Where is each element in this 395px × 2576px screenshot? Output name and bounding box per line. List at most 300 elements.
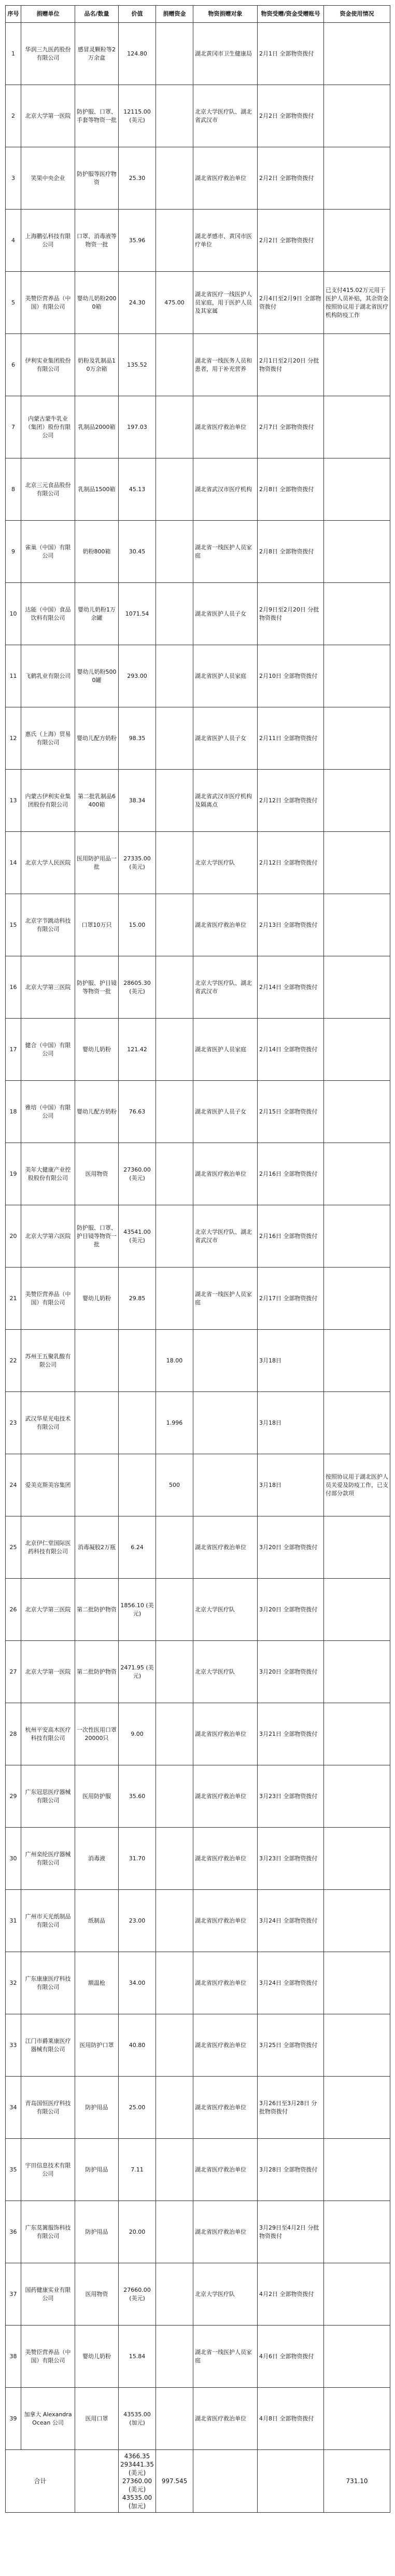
cell-goods-value: 27660.00 (美元)	[119, 2263, 156, 2326]
cell-recipient: 2月11日 全部物资拨付	[258, 707, 324, 770]
cell-goods-value: 29.85	[119, 1268, 156, 1330]
cell-no: 30	[6, 1828, 21, 1890]
cell-target: 湖北孝感市、黄冈市医疗单位	[193, 210, 258, 272]
cell-no: 34	[6, 2077, 21, 2139]
cell-note	[324, 2201, 390, 2263]
cell-cash: 500	[156, 1454, 193, 1516]
cell-goods-name: 婴幼儿奶粉	[75, 2326, 119, 2388]
cell-recipient: 3月18日	[258, 1392, 324, 1454]
cell-note	[324, 2077, 390, 2139]
cell-target: 湖北省医疗救治单位	[193, 2201, 258, 2263]
cell-note: 按照协议用于湖北医护人员关爱及防疫工作，已支付部分款项	[324, 1454, 390, 1516]
cell-cash	[156, 1828, 193, 1890]
cell-cash: 18.00	[156, 1330, 193, 1392]
cell-recipient: 2月17日 全部物资拨付	[258, 1268, 324, 1330]
cell-target: 湖北省武汉市医疗机构及隔离点	[193, 770, 258, 832]
header-cash: 捐赠资金	[156, 6, 193, 23]
cell-goods-name: 婴幼儿奶粉	[75, 1268, 119, 1330]
cell-recipient: 2月10日 全部物资拨付	[258, 645, 324, 707]
cell-recipient: 2月13日 全部物资拨付	[258, 894, 324, 956]
cell-note	[324, 23, 390, 85]
cell-goods-value: 15.00	[119, 894, 156, 956]
cell-target: 湖北省医疗救治单位	[193, 1516, 258, 1579]
cell-note	[324, 1019, 390, 1081]
cell-goods-name: 医用防护服	[75, 1765, 119, 1828]
cell-note	[324, 1828, 390, 1890]
header-target: 物资捐赠对象	[193, 6, 258, 23]
cell-goods-name: 一次性医用口罩20000只	[75, 1703, 119, 1765]
cell-target: 湖北省医疗一线医护人员家庭，用于医护人员及其家属	[193, 272, 258, 334]
cell-donor: 杭州平安高木医疗科技有限公司	[21, 1703, 75, 1765]
cell-donor: 爱美克斯美容集团	[21, 1454, 75, 1516]
table-row	[6, 1641, 390, 1703]
cell-goods-value: 34.00	[119, 1952, 156, 2014]
cell-note	[324, 458, 390, 521]
cell-goods-value: 197.03	[119, 396, 156, 458]
cell-donor: 美年大健康产业控股股份有限公司	[21, 1143, 75, 1205]
cell-target: 湖北省医护人员家庭	[193, 1019, 258, 1081]
table-row	[6, 645, 390, 707]
cell-recipient: 2月8日 全部物资拨付	[258, 521, 324, 583]
cell-goods-value: 1071.54	[119, 583, 156, 645]
cell-goods-name: 口罩10万只	[75, 894, 119, 956]
total-goods-value	[119, 2450, 156, 2513]
cell-recipient: 3月29日至4月2日 分批物资拨付	[258, 2201, 324, 2263]
cell-goods-value: 25.30	[119, 147, 156, 210]
cell-goods-value: 43541.00 (美元)	[119, 1205, 156, 1268]
cell-no: 15	[6, 894, 21, 956]
cell-goods-value: 20.00	[119, 2201, 156, 2263]
table-row	[6, 1268, 390, 1330]
table-row	[6, 1454, 390, 1516]
cell-no: 39	[6, 2388, 21, 2450]
cell-note	[324, 85, 390, 147]
cell-goods-name: 纸制品	[75, 1890, 119, 1952]
cell-no: 11	[6, 645, 21, 707]
cell-cash	[156, 2139, 193, 2201]
cell-no: 27	[6, 1641, 21, 1703]
cell-donor: 国药健康实业有限公司	[21, 2263, 75, 2326]
cell-note	[324, 1081, 390, 1143]
cell-goods-name: 婴幼儿配方奶粉	[75, 707, 119, 770]
cell-target: 湖北省医疗救治单位	[193, 1890, 258, 1952]
cell-recipient: 3月24日 全部物资拨付	[258, 1890, 324, 1952]
cell-target: 湖北省医疗救治单位	[193, 1828, 258, 1890]
cell-recipient: 3月23日 全部物资拨付	[258, 1828, 324, 1890]
cell-goods-value: 293.00	[119, 645, 156, 707]
cell-goods-name: 消毒凝胶2万瓶	[75, 1516, 119, 1579]
cell-no: 5	[6, 272, 21, 334]
cell-goods-name	[75, 1392, 119, 1454]
cell-donor: 广东莫篱服饰科技有限公司	[21, 2201, 75, 2263]
cell-target: 湖北黄冈市卫生健康局	[193, 23, 258, 85]
cell-target: 湖北省医疗救治单位	[193, 2077, 258, 2139]
cell-note	[324, 1579, 390, 1641]
cell-goods-value: 35.60	[119, 1765, 156, 1828]
cell-note	[324, 1703, 390, 1765]
cell-recipient: 3月20日 全部物资拨付	[258, 1579, 324, 1641]
cell-target: 湖北省一线医护人员家庭	[193, 2326, 258, 2388]
cell-cash	[156, 1019, 193, 1081]
cell-no: 24	[6, 1454, 21, 1516]
cell-goods-name: 奶粉800箱	[75, 521, 119, 583]
cell-donor: 北京三元食品股份有限公司	[21, 458, 75, 521]
table-row	[6, 1828, 390, 1890]
cell-note	[324, 1330, 390, 1392]
cell-goods-name: 婴幼儿奶粉5000罐	[75, 645, 119, 707]
cell-no: 8	[6, 458, 21, 521]
cell-no: 37	[6, 2263, 21, 2326]
table-row	[6, 2201, 390, 2263]
cell-recipient: 4月8日 全部物资拨付	[258, 2388, 324, 2450]
table-row	[6, 832, 390, 894]
cell-goods-value: 1856.10 (美元)	[119, 1579, 156, 1641]
cell-goods-name: 额温枪	[75, 1952, 119, 2014]
cell-donor: 北京大学人民医院	[21, 832, 75, 894]
cell-donor: 北京大学第三医院	[21, 1579, 75, 1641]
cell-recipient: 3月23日 全部物资拨付	[258, 1765, 324, 1828]
cell-target: 湖北省医护人员子女	[193, 707, 258, 770]
cell-cash	[156, 1268, 193, 1330]
cell-no: 22	[6, 1330, 21, 1392]
cell-goods-value: 35.96	[119, 210, 156, 272]
cell-cash	[156, 23, 193, 85]
cell-recipient: 2月16日 全部物资拨付	[258, 1143, 324, 1205]
cell-no: 14	[6, 832, 21, 894]
cell-goods-value	[119, 1392, 156, 1454]
cell-cash	[156, 832, 193, 894]
cell-donor: 广州市天光纸制品有限公司	[21, 1890, 75, 1952]
cell-goods-name: 防护服、口罩、护目镜等物资一批	[75, 1205, 119, 1268]
cell-goods-value: 135.52	[119, 334, 156, 396]
cell-goods-value: 28605.30 (美元)	[119, 956, 156, 1019]
cell-goods-name: 乳制品1500箱	[75, 458, 119, 521]
cell-goods-name: 婴幼儿奶粉1万余罐	[75, 583, 119, 645]
cell-cash	[156, 1890, 193, 1952]
cell-note	[324, 2139, 390, 2201]
cell-goods-value: 25.00	[119, 2077, 156, 2139]
cell-cash	[156, 1081, 193, 1143]
cell-cash	[156, 1952, 193, 2014]
cell-cash	[156, 1765, 193, 1828]
cell-goods-name: 医用物资	[75, 1143, 119, 1205]
cell-goods-value	[119, 1330, 156, 1392]
cell-no: 4	[6, 210, 21, 272]
cell-recipient: 2月8日 全部物资拨付	[258, 458, 324, 521]
cell-goods-name: 医用防护用品一批	[75, 832, 119, 894]
cell-cash	[156, 1143, 193, 1205]
table-row	[6, 1516, 390, 1579]
cell-goods-name: 防护服、口罩、手套等物资一批	[75, 85, 119, 147]
cell-no: 1	[6, 23, 21, 85]
cell-recipient: 3月18日	[258, 1454, 324, 1516]
table-row	[6, 956, 390, 1019]
table-row	[6, 1952, 390, 2014]
cell-no: 28	[6, 1703, 21, 1765]
cell-target: 湖北省医疗救治单位	[193, 1143, 258, 1205]
table-row	[6, 458, 390, 521]
cell-no: 35	[6, 2139, 21, 2201]
cell-recipient: 4月2日 全部物资拨付	[258, 2263, 324, 2326]
cell-target: 湖北省医疗救治单位	[193, 147, 258, 210]
cell-recipient: 2月16日 全部物资拨付	[258, 1205, 324, 1268]
cell-cash	[156, 2263, 193, 2326]
cell-goods-value: 30.45	[119, 521, 156, 583]
cell-goods-value: 12115.00 (美元)	[119, 85, 156, 147]
cell-target: 湖北省医疗救治单位	[193, 2139, 258, 2201]
cell-donor: 北京字节跳动科技有限公司	[21, 894, 75, 956]
cell-recipient: 2月4日至2月9日 全部物资拨付	[258, 272, 324, 334]
cell-recipient: 4月6日 全部物资拨付	[258, 2326, 324, 2388]
cell-goods-value: 43535.00 (加元)	[119, 2388, 156, 2450]
cell-target	[193, 1330, 258, 1392]
cell-note	[324, 396, 390, 458]
header-goods-value: 价值	[119, 6, 156, 23]
cell-goods-name: 防护服、护目镜等物资一批	[75, 956, 119, 1019]
cell-goods-name: 第二批防护物资	[75, 1641, 119, 1703]
cell-recipient: 3月20日 全部物资拨付	[258, 1516, 324, 1579]
cell-note	[324, 707, 390, 770]
cell-cash	[156, 1205, 193, 1268]
cell-note	[324, 894, 390, 956]
cell-recipient: 3月25日 全部物资拨付	[258, 2014, 324, 2077]
cell-target: 湖北省医护人员家庭	[193, 645, 258, 707]
cell-cash	[156, 894, 193, 956]
header-note: 资金使用情况	[324, 6, 390, 23]
table-row	[6, 1019, 390, 1081]
cell-no: 25	[6, 1516, 21, 1579]
cell-no: 38	[6, 2326, 21, 2388]
total-goods-value-line: 293441.35 (美元)	[120, 2461, 154, 2476]
cell-donor: 广东冠思医疗器械有限公司	[21, 1765, 75, 1828]
cell-goods-name: 口罩、消毒液等物资一批	[75, 210, 119, 272]
cell-donor: 加拿大 Alexandra Ocean 公司	[21, 2388, 75, 2450]
cell-donor: 北京伊仁堂国际医药科技有限公司	[21, 1516, 75, 1579]
cell-cash	[156, 583, 193, 645]
cell-cash	[156, 2014, 193, 2077]
cell-goods-value	[119, 1454, 156, 1516]
cell-goods-value: 27335.00 (美元)	[119, 832, 156, 894]
cell-goods-name: 婴幼儿配方奶粉	[75, 1081, 119, 1143]
table-row	[6, 1890, 390, 1952]
cell-note	[324, 210, 390, 272]
cell-cash	[156, 956, 193, 1019]
cell-note	[324, 832, 390, 894]
cell-recipient: 3月21日 全部物资拨付	[258, 1703, 324, 1765]
total-goods-value-line: 27360.00 (美元)	[122, 2477, 152, 2493]
cell-recipient: 2月15日 全部物资拨付	[258, 1081, 324, 1143]
table-row	[6, 2263, 390, 2326]
cell-note	[324, 1952, 390, 2014]
cell-no: 33	[6, 2014, 21, 2077]
cell-goods-name: 防护用品	[75, 2201, 119, 2263]
table-row	[6, 2388, 390, 2450]
cell-goods-value: 15.84	[119, 2326, 156, 2388]
cell-no: 19	[6, 1143, 21, 1205]
cell-goods-name	[75, 1330, 119, 1392]
cell-target: 湖北省医护人员子女	[193, 1081, 258, 1143]
cell-goods-name: 乳制品2000箱	[75, 396, 119, 458]
table-row	[6, 334, 390, 396]
cell-target: 湖北省医疗救治单位	[193, 1703, 258, 1765]
cell-goods-value: 23.00	[119, 1890, 156, 1952]
cell-goods-name: 医用物资	[75, 2263, 119, 2326]
cell-goods-name: 第二批防护物资	[75, 1579, 119, 1641]
cell-note	[324, 1392, 390, 1454]
header-row	[6, 6, 390, 23]
table-row	[6, 1765, 390, 1828]
cell-goods-name: 婴幼儿奶粉	[75, 1019, 119, 1081]
cell-cash: 1.996	[156, 1392, 193, 1454]
header-goods-name: 品名/数量	[75, 6, 119, 23]
cell-note	[324, 521, 390, 583]
cell-recipient: 2月2日 全部物资拨付	[258, 85, 324, 147]
cell-note	[324, 2388, 390, 2450]
cell-donor: 美赞臣营养品（中国）有限公司	[21, 272, 75, 334]
cell-target: 湖北省医疗救治单位	[193, 1765, 258, 1828]
table-row	[6, 23, 390, 85]
cell-recipient: 3月20日 全部物资拨付	[258, 1641, 324, 1703]
total-label: 合计	[6, 2450, 75, 2513]
cell-note	[324, 1890, 390, 1952]
cell-goods-value: 121.42	[119, 1019, 156, 1081]
cell-no: 6	[6, 334, 21, 396]
cell-cash	[156, 645, 193, 707]
cell-no: 29	[6, 1765, 21, 1828]
cell-donor: 广东康康医疗科技有限公司	[21, 1952, 75, 2014]
cell-note	[324, 1765, 390, 1828]
cell-target: 湖北省一线医护人员家庭	[193, 521, 258, 583]
cell-donor: 笑果中央企业	[21, 147, 75, 210]
cell-goods-name: 第二批乳制品6400箱	[75, 770, 119, 832]
table-body	[6, 23, 390, 2450]
table-row	[6, 2139, 390, 2201]
cell-target: 湖北省医疗救治单位	[193, 1952, 258, 2014]
cell-no: 10	[6, 583, 21, 645]
cell-donor: 苏州王五聚乳酸有限公司	[21, 1330, 75, 1392]
table-row	[6, 1330, 390, 1392]
cell-cash	[156, 1579, 193, 1641]
table-row	[6, 2014, 390, 2077]
cell-cash	[156, 396, 193, 458]
cell-donor: 武汉华星光电技术有限公司	[21, 1392, 75, 1454]
cell-no: 2	[6, 85, 21, 147]
table-row	[6, 2326, 390, 2388]
cell-recipient: 3月24日 全部物资拨付	[258, 1952, 324, 2014]
cell-donor: 北京大学第三医院	[21, 956, 75, 1019]
cell-cash	[156, 2201, 193, 2263]
cell-donor: 北京大学第六医院	[21, 1205, 75, 1268]
cell-cash	[156, 521, 193, 583]
cell-target: 北京大学医疗队、湖北省武汉市	[193, 956, 258, 1019]
cell-cash	[156, 85, 193, 147]
header-recipient: 物资受赠/资金受赠账号	[258, 6, 324, 23]
cell-goods-value: 7.11	[119, 2139, 156, 2201]
cell-cash	[156, 2388, 193, 2450]
table-row	[6, 894, 390, 956]
cell-goods-name: 医用防护口罩	[75, 2014, 119, 2077]
cell-target: 北京大学医疗队	[193, 1579, 258, 1641]
cell-note	[324, 334, 390, 396]
total-cash: 997.545	[156, 2450, 193, 2513]
cell-cash: 475.00	[156, 272, 193, 334]
cell-goods-name: 防护服等医疗物资	[75, 147, 119, 210]
cell-target: 北京大学医疗队	[193, 2263, 258, 2326]
cell-donor: 宇田信息技术有限公司	[21, 2139, 75, 2201]
cell-recipient: 2月2日 全部物资拨付	[258, 210, 324, 272]
table-row	[6, 583, 390, 645]
cell-no: 12	[6, 707, 21, 770]
donation-table	[5, 5, 390, 2513]
total-goods-value-line: 4366.35	[124, 2453, 150, 2460]
cell-note	[324, 645, 390, 707]
cell-recipient: 3月28日 全部物资拨付	[258, 2139, 324, 2201]
cell-no: 16	[6, 956, 21, 1019]
table-row	[6, 1579, 390, 1641]
cell-donor: 伊利实业集团股份有限公司	[21, 334, 75, 396]
cell-target: 湖北省医疗救治单位	[193, 894, 258, 956]
cell-no: 20	[6, 1205, 21, 1268]
cell-note	[324, 1641, 390, 1703]
cell-donor: 达能（中国）食品饮料有限公司	[21, 583, 75, 645]
table-row	[6, 2077, 390, 2139]
cell-goods-value: 2471.95 (美元)	[119, 1641, 156, 1703]
cell-cash	[156, 1641, 193, 1703]
cell-target: 北京大学医疗队	[193, 832, 258, 894]
total-note: 731.10	[324, 2450, 390, 2513]
cell-donor: 北京大学第一医院	[21, 1641, 75, 1703]
cell-cash	[156, 334, 193, 396]
table-row	[6, 1081, 390, 1143]
cell-donor: 内蒙古伊利实业集团股份有限公司	[21, 770, 75, 832]
table-row	[6, 1143, 390, 1205]
cell-note	[324, 2014, 390, 2077]
table-row	[6, 707, 390, 770]
cell-target: 湖北省医疗救治单位	[193, 2014, 258, 2077]
cell-no: 18	[6, 1081, 21, 1143]
cell-recipient: 2月14日 全部物资拨付	[258, 1019, 324, 1081]
cell-goods-value: 27360.00 (美元)	[119, 1143, 156, 1205]
cell-target: 湖北省医疗救治单位	[193, 396, 258, 458]
cell-goods-name: 医用口罩	[75, 2388, 119, 2450]
cell-no: 7	[6, 396, 21, 458]
cell-no: 26	[6, 1579, 21, 1641]
total-goods-name	[75, 2450, 119, 2513]
cell-recipient: 3月18日	[258, 1330, 324, 1392]
cell-recipient: 3月26日至3月28日 分批物资拨付	[258, 2077, 324, 2139]
cell-donor: 雅培（中国）有限公司	[21, 1081, 75, 1143]
cell-donor: 北京大学第一医院	[21, 85, 75, 147]
cell-cash	[156, 458, 193, 521]
cell-recipient: 2月9日至2月20日 分批物资拨付	[258, 583, 324, 645]
cell-donor: 华润三九医药股份有限公司	[21, 23, 75, 85]
cell-note	[324, 1143, 390, 1205]
cell-target: 湖北省医疗救治单位	[193, 2388, 258, 2450]
cell-no: 9	[6, 521, 21, 583]
cell-recipient: 2月7日 全部物资拨付	[258, 396, 324, 458]
cell-recipient: 2月12日 全部物资拨付	[258, 770, 324, 832]
cell-goods-value: 6.24	[119, 1516, 156, 1579]
cell-note: 已支付415.02万元用于医护人员补贴，其余资金按照协议用于湖北省医疗机构防疫工作	[324, 272, 390, 334]
cell-donor: 惠氏（上海）贸易有限公司	[21, 707, 75, 770]
cell-cash	[156, 2326, 193, 2388]
cell-no: 36	[6, 2201, 21, 2263]
header-no: 序号	[6, 6, 21, 23]
cell-target: 北京大学医疗队、湖北省武汉市	[193, 1205, 258, 1268]
cell-no: 32	[6, 1952, 21, 2014]
total-recipient	[258, 2450, 324, 2513]
cell-note	[324, 2263, 390, 2326]
